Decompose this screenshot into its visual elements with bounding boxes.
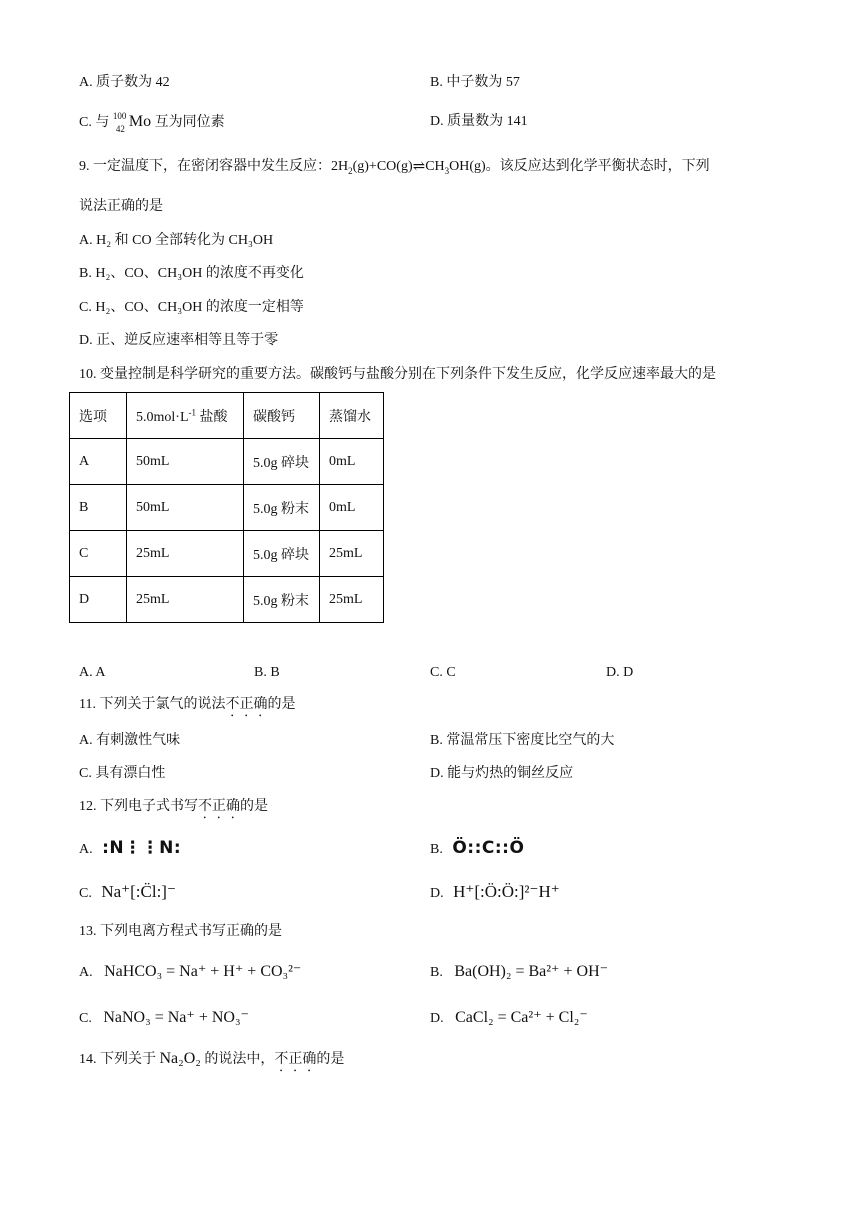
- electron-formula: Ö::C::Ö: [452, 838, 525, 858]
- q10-option-c: C. C: [430, 665, 456, 680]
- q12-option-c: [79, 882, 176, 904]
- emphasis-text: 不正确: [225, 697, 268, 712]
- q12-option-d: [430, 882, 560, 904]
- table-header-cell: 蒸馏水: [320, 393, 384, 439]
- atomic-number: 42: [115, 123, 125, 134]
- q14-stem: [79, 1049, 344, 1075]
- header-text: 盐酸: [196, 409, 228, 425]
- q8-option-b: B. 中子数为 57: [430, 75, 520, 90]
- q13-option-a: [79, 962, 301, 983]
- element-symbol: Mo: [128, 113, 152, 130]
- q14-stem-part: 的是: [316, 1052, 345, 1067]
- q9-option-c: C. H₂、CO、CH₃OH 的浓度一定相等: [79, 300, 304, 315]
- q9-stem-part: (g)+CO(g): [352, 159, 413, 174]
- option-label: D.: [430, 1011, 444, 1026]
- q14-stem-part: 的说法中，: [200, 1052, 275, 1067]
- q11-stem: [79, 695, 295, 720]
- table-cell: D: [70, 577, 127, 623]
- q9-stem-part: 9. 一定温度下，在密闭容器中发生反应：2H: [79, 159, 349, 174]
- q9-option-a: A. H₂ 和 CO 全部转化为 CH₃OH: [79, 233, 274, 248]
- table-cell: A: [70, 439, 127, 485]
- q13-option-b: [430, 962, 608, 983]
- q10-conditions-table: [69, 392, 384, 623]
- table-cell: 25mL: [320, 531, 384, 577]
- q12-stem-part: 12. 下列电子式书写: [79, 799, 198, 814]
- table-cell: C: [70, 531, 127, 577]
- option-label: C.: [79, 1011, 92, 1026]
- table-header-row: [70, 393, 384, 439]
- q11-stem-part: 的是: [267, 697, 296, 712]
- electron-formula: H⁺[:Ö:Ö:]²⁻H⁺: [453, 882, 560, 901]
- q14-stem-part: 14. 下列关于: [79, 1052, 160, 1067]
- q9-option-d: D. 正、逆反应速率相等且等于零: [79, 333, 279, 348]
- q9-stem-part: OH(g)。该反应达到化学平衡状态时，下列: [449, 159, 710, 174]
- ionization-equation: NaHCO₃ = Na⁺ + H⁺ + CO₃²⁻: [104, 963, 302, 980]
- electron-formula: :N⋮⋮N:: [102, 838, 182, 858]
- q9-option-b: B. H₂、CO、CH₃OH 的浓度不再变化: [79, 266, 304, 281]
- emphasis-text: 不正确: [198, 799, 240, 814]
- q10-option-a: A. A: [79, 665, 106, 680]
- q8-option-d: D. 质量数为 141: [430, 114, 528, 129]
- q10-option-b: B. B: [254, 665, 280, 680]
- chemical-formula: Na₂O₂: [159, 1050, 201, 1067]
- q11-stem-part: 11. 下列关于氯气的说法: [79, 697, 226, 712]
- q12-option-a: [79, 838, 181, 860]
- subscript: 3: [444, 165, 450, 176]
- q10-option-d: D. D: [606, 665, 634, 680]
- q11-option-c: C. 具有漂白性: [79, 766, 166, 781]
- table-row: [70, 485, 384, 531]
- isotope-notation: [112, 110, 129, 134]
- table-cell: 0mL: [320, 485, 384, 531]
- table-header-cell: [127, 393, 244, 439]
- table-cell: 25mL: [127, 577, 244, 623]
- table-cell: 5.0g 碎块: [244, 439, 320, 485]
- q9-stem: [79, 157, 710, 177]
- q12-stem-part: 的是: [240, 799, 268, 814]
- table-cell: 25mL: [320, 577, 384, 623]
- q11-option-d: D. 能与灼热的铜丝反应: [430, 766, 574, 781]
- emphasis-text: 不正确: [274, 1052, 317, 1067]
- option-label: B.: [430, 965, 443, 980]
- q13-stem: 13. 下列电离方程式书写正确的是: [79, 924, 282, 939]
- option-label: C.: [79, 886, 92, 901]
- option-label: B.: [430, 842, 443, 857]
- option-label: A.: [79, 842, 93, 857]
- q8-option-c: [79, 112, 225, 133]
- ionization-equation: NaNO₃ = Na⁺ + NO₃⁻: [103, 1009, 249, 1026]
- q8-option-a: A. 质子数为 42: [79, 75, 170, 90]
- q8-option-c-prefix: C. 与: [79, 115, 113, 130]
- table-header-cell: 选项: [70, 393, 127, 439]
- superscript: -1: [188, 406, 196, 417]
- table-cell: 5.0g 粉末: [244, 577, 320, 623]
- option-label: A.: [79, 965, 93, 980]
- table-row: [70, 531, 384, 577]
- table-cell: 50mL: [127, 439, 244, 485]
- table-cell: 25mL: [127, 531, 244, 577]
- table-cell: 5.0g 粉末: [244, 485, 320, 531]
- q11-option-b: B. 常温常压下密度比空气的大: [430, 733, 615, 748]
- q12-stem: [79, 797, 268, 822]
- q13-option-d: [430, 1008, 588, 1029]
- table-cell: B: [70, 485, 127, 531]
- q11-option-a: A. 有刺激性气味: [79, 733, 181, 748]
- mass-number: 100: [112, 110, 127, 121]
- q9-stem-part: CH: [425, 159, 445, 174]
- ionization-equation: CaCl₂ = Ca²⁺ + Cl₂⁻: [455, 1009, 588, 1026]
- subscript: 2: [348, 165, 353, 176]
- table-row: [70, 577, 384, 623]
- ionization-equation: Ba(OH)₂ = Ba²⁺ + OH⁻: [454, 963, 609, 980]
- header-text: 5.0mol·L: [136, 409, 189, 425]
- table-cell: 0mL: [320, 439, 384, 485]
- table-cell: 5.0g 碎块: [244, 531, 320, 577]
- option-label: D.: [430, 886, 444, 901]
- table-row: [70, 439, 384, 485]
- q13-option-c: [79, 1008, 249, 1029]
- equilibrium-arrow-icon: ⇌: [412, 159, 426, 175]
- q10-stem: 10. 变量控制是科学研究的重要方法。碳酸钙与盐酸分别在下列条件下发生反应，化学反应速率最大的是: [79, 367, 716, 382]
- q12-option-b: [430, 838, 524, 860]
- table-header-cell: 碳酸钙: [244, 393, 320, 439]
- electron-formula: Na⁺[:C̈l:]⁻: [101, 882, 176, 901]
- q9-stem-line2: 说法正确的是: [79, 199, 163, 214]
- q8-option-c-suffix: 互为同位素: [151, 115, 225, 130]
- table-cell: 50mL: [127, 485, 244, 531]
